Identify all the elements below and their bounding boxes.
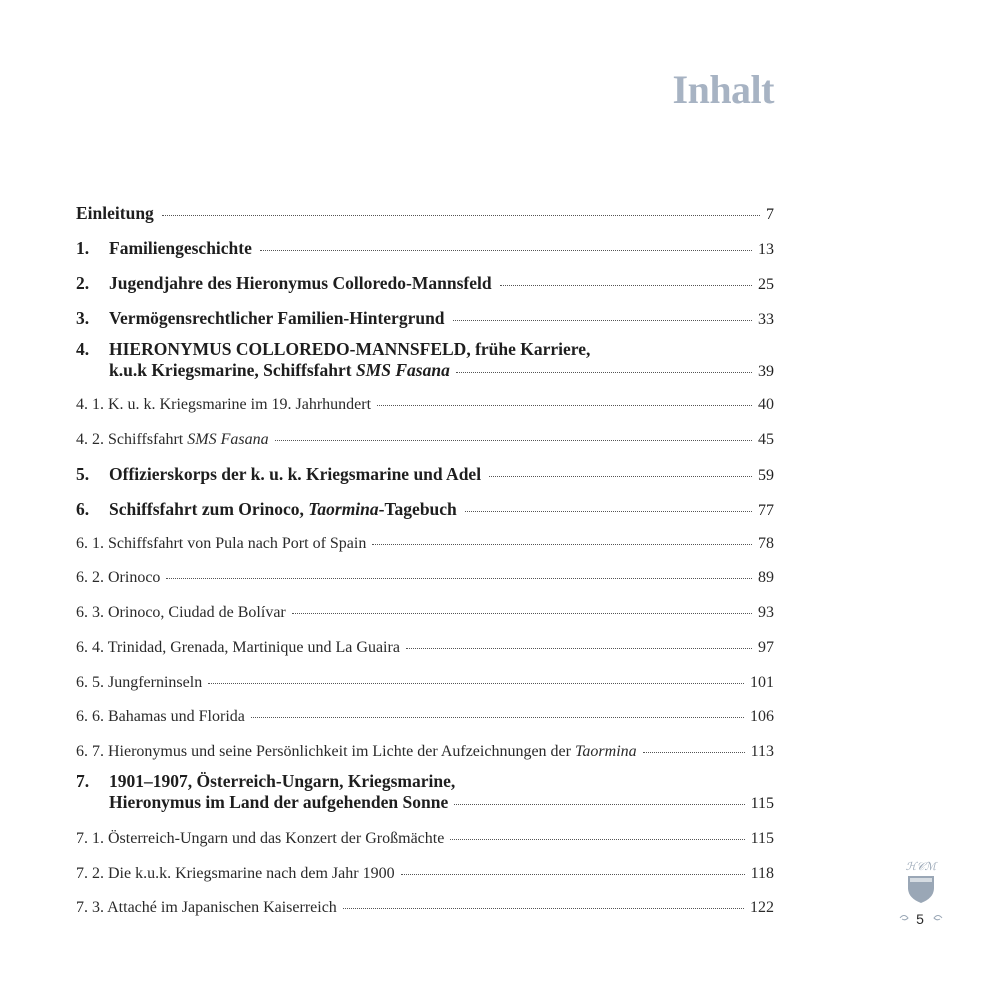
dot-leader (292, 613, 752, 614)
toc-entry-title: Jugendjahre des Hieronymus Colloredo-Mannsfeld (109, 273, 492, 293)
toc-entry-chapter-1[interactable] (76, 238, 774, 259)
toc-entry-title-part: Schiffsfahrt zum Orinoco, (109, 499, 309, 519)
dot-leader (275, 440, 752, 441)
toc-chapter-number: 6. (76, 499, 90, 519)
dot-leader (166, 578, 752, 579)
ship-name: SMS Fasana (355, 360, 450, 380)
toc-entry-section-6-7[interactable] (76, 743, 774, 761)
toc-page-number: 89 (758, 569, 774, 586)
toc-entry-title-part: -Tagebuch (378, 499, 457, 519)
toc-entry-title-part: 6. 7. Hieronymus und seine Persönlichkeit im Lichte der Aufzeichnungen der (76, 743, 575, 760)
toc-page-number: 113 (750, 743, 774, 760)
toc-entry-title: Einleitung (76, 203, 154, 223)
page-number: 5 (916, 911, 924, 927)
dot-leader (343, 908, 744, 909)
toc-entry-title (76, 431, 269, 449)
toc-page-number: 93 (758, 604, 774, 621)
dot-leader (500, 285, 752, 286)
toc-entry-section-6-4[interactable] (76, 639, 774, 657)
toc-entry-section-4-2[interactable] (76, 431, 774, 449)
dot-leader (453, 320, 752, 321)
toc-page-number: 77 (758, 502, 774, 519)
toc-entry-title: Vermögensrechtlicher Familien-Hintergrund (109, 308, 445, 328)
toc-entry-title-line1: HIERONYMUS COLLOREDO-MANNSFELD, frühe Karriere, (109, 339, 591, 359)
toc-entry-title-line2: Hieronymus im Land der aufgehenden Sonne (109, 792, 449, 812)
dot-leader (251, 717, 744, 718)
toc-entry-section-7-3[interactable] (76, 899, 774, 917)
ship-name: Taormina (308, 499, 379, 519)
dot-leader (372, 544, 752, 545)
toc-entry-chapter-6[interactable] (76, 499, 774, 520)
toc-entry-title-line1: 1901–1907, Österreich-Ungarn, Kriegsmarine, (109, 771, 456, 791)
toc-entry-section-6-5[interactable] (76, 674, 774, 692)
toc-page-number: 101 (750, 674, 774, 691)
toc-chapter-number: 7. (76, 771, 90, 791)
toc-page-number: 7 (766, 206, 774, 223)
toc-entry-title: 6. 2. Orinoco (76, 569, 161, 586)
toc-entry-section-7-1[interactable] (76, 830, 774, 848)
toc-page-number: 97 (758, 639, 774, 656)
toc-page-number: 13 (758, 241, 774, 258)
toc-entry-title: 6. 6. Bahamas und Florida (76, 708, 245, 725)
toc-entry-chapter-3[interactable] (76, 308, 774, 329)
dot-leader (450, 839, 744, 840)
toc-chapter-number: 4. (76, 339, 90, 359)
toc-entry-section-4-1[interactable] (76, 396, 774, 414)
toc-entry-title-part: k.u.k Kriegsmarine, Schiffsfahrt (109, 360, 356, 380)
toc-page-number: 122 (750, 899, 774, 916)
toc-entry-title: 7. 1. Österreich-Ungarn und das Konzert der Großmächte (76, 830, 445, 847)
toc-entry-title-part: 4. 2. Schiffsfahrt (76, 431, 188, 448)
toc-entry-title: Familiengeschichte (109, 238, 252, 258)
dot-leader (260, 250, 752, 251)
toc-chapter-number: 5. (76, 464, 90, 484)
toc-page-number: 115 (750, 795, 774, 812)
toc-page-number: 115 (750, 830, 774, 847)
toc-entry-chapter-5[interactable] (76, 464, 774, 485)
toc-page-number: 40 (758, 396, 774, 413)
toc-entry-title (76, 743, 637, 761)
toc-entry-section-6-6[interactable] (76, 708, 774, 726)
dot-leader (643, 752, 745, 753)
dot-leader (208, 683, 744, 684)
toc-entry-chapter-4[interactable] (76, 339, 774, 381)
toc-entry-chapter-2[interactable] (76, 273, 774, 294)
toc-chapter-number: 3. (76, 308, 90, 328)
toc-page-number: 33 (758, 311, 774, 328)
dot-leader (401, 874, 745, 875)
toc-page-number: 78 (758, 535, 774, 552)
dot-leader (162, 215, 760, 216)
toc-entry-title: 6. 4. Trinidad, Grenada, Martinique und La Guaira (76, 639, 400, 656)
toc-chapter-number: 2. (76, 273, 90, 293)
toc-entry-title: 4. 1. K. u. k. Kriegsmarine im 19. Jahrhundert (76, 396, 372, 413)
toc-entry-title-line2 (109, 360, 450, 381)
dot-leader (456, 372, 752, 373)
toc-entry-title: 6. 1. Schiffsfahrt von Pula nach Port of Spain (76, 535, 367, 552)
toc-page-number: 25 (758, 276, 774, 293)
toc-entry-title: 6. 3. Orinoco, Ciudad de Bolívar (76, 604, 286, 621)
toc-chapter-number: 1. (76, 238, 90, 258)
toc-page-number: 106 (750, 708, 774, 725)
toc-entry-section-6-1[interactable] (76, 535, 774, 553)
dot-leader (406, 648, 752, 649)
svg-text:ℋ𝒞ℳ: ℋ𝒞ℳ (905, 861, 937, 873)
toc-page-number: 45 (758, 431, 774, 448)
toc-entry-title (109, 499, 457, 520)
toc-page-number: 118 (750, 865, 774, 882)
dot-leader (454, 804, 744, 805)
ship-name: Taormina (574, 743, 637, 760)
toc-entry-title: 7. 3. Attaché im Japanischen Kaiserreich (76, 899, 337, 916)
toc-entry-title: 6. 5. Jungferninseln (76, 674, 203, 691)
page-title: Inhalt (672, 67, 774, 112)
toc-entry-chapter-7[interactable] (76, 771, 774, 813)
ship-name: SMS Fasana (187, 431, 269, 448)
toc-entry-section-6-3[interactable] (76, 604, 774, 622)
toc-entry-section-6-2[interactable] (76, 569, 774, 587)
dot-leader (465, 511, 752, 512)
toc-entry-title: Offizierskorps der k. u. k. Kriegsmarine und Adel (109, 464, 482, 484)
toc-entry-einleitung[interactable] (76, 203, 774, 224)
toc-page-number: 39 (758, 363, 774, 380)
toc-entry-section-7-2[interactable] (76, 865, 774, 883)
dot-leader (377, 405, 752, 406)
toc-entry-title: 7. 2. Die k.u.k. Kriegsmarine nach dem Jahr 1900 (76, 865, 395, 882)
toc-page-number: 59 (758, 467, 774, 484)
dot-leader (489, 476, 752, 477)
